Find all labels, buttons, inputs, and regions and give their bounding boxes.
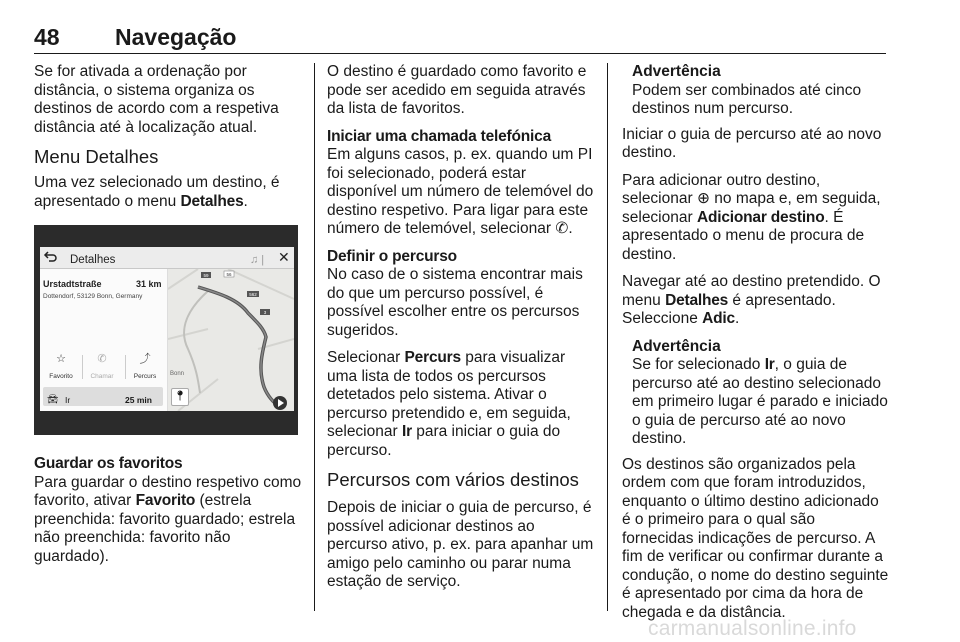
crosshair-icon: ⊕	[696, 190, 710, 207]
paragraph: No caso de o sistema encontrar mais do que um percurso possível, é possível escolher entre os percursos sugeridos.	[327, 266, 583, 339]
go-label: Ir	[65, 395, 71, 405]
paragraph: Iniciar o guia de percurso até ao novo destino.	[622, 125, 882, 161]
note-text: Se for selecionado Ir, o guia de percurso até ao destino selecionado em primeiro lugar é parado e iniciado o guia de percurso até ao novo destino.	[632, 356, 888, 447]
favorite-button[interactable]	[41, 353, 81, 387]
page-number: 48	[34, 24, 60, 50]
paragraph: Navegar até ao destino pretendido. O menu Detalhes é apresentado. Seleccione Adic.	[622, 273, 881, 327]
heading-guardar-favoritos: Guardar os favoritos	[34, 455, 183, 472]
heading-varios-destinos: Percursos com vários destinos	[327, 469, 579, 490]
paragraph: Os destinos são organizados pela ordem com que foram introduzidos, enquanto o último destino adicionado é o primeiro para o qual são fornecidas indicações de percurso. A fim de verificar ou confirmar durante a condução, o nome do destino seguinte é apresentado por cima da hora de chegada e da distância.	[622, 455, 889, 621]
note-text: Podem ser combinados até cinco destinos num percurso.	[632, 81, 862, 117]
road-badge: 3	[263, 310, 267, 315]
routes-label: Percurs	[133, 373, 157, 380]
note-box	[622, 338, 890, 449]
paragraph: Em alguns casos, p. ex. quando um PI foi selecionado, poderá estar disponível um número de telemóvel do destino respetivo. Para ligar para este número de telemóvel, selecionar ✆.	[327, 146, 594, 237]
note-title: Advertência	[632, 63, 721, 80]
destination-street: Urstadtstraße	[43, 279, 102, 289]
close-icon[interactable]: ✕	[278, 249, 290, 265]
watermark: carmanualsonline.info	[648, 617, 857, 640]
screen-title: Detalhes	[70, 254, 116, 266]
map-city-label: Bonn	[170, 371, 185, 377]
paragraph: O destino é guardado como favorito e pode ser acedido em seguida através da lista de favoritos.	[327, 63, 587, 117]
go-button[interactable]	[43, 387, 163, 406]
column-divider	[314, 63, 315, 611]
road-badge: 56	[226, 272, 232, 277]
details-screen-figure	[34, 225, 298, 435]
call-label: Chamar	[90, 373, 114, 380]
phone-icon: ✆	[97, 353, 107, 365]
paragraph: Depois de iniciar o guia de percurso, é possível adicionar destinos ao percurso ativo, p. ex. para apanhar um amigo pelo caminho ou parar numa estação de serviço.	[327, 499, 594, 590]
note-box	[622, 63, 890, 119]
paragraph: Para adicionar outro destino, selecionar ⊕ no mapa e, em seguida, selecionar Adicionar destino. É apresentado o menu de procura de destino.	[622, 171, 881, 263]
car-icon: 🚘︎	[47, 394, 59, 404]
back-icon[interactable]	[43, 250, 57, 264]
music-note-icon[interactable]: ♫ |	[250, 254, 265, 266]
header-divider	[34, 53, 886, 54]
section-title: Navegação	[115, 24, 237, 50]
paragraph: Se for ativada a ordenação por distância, o sistema organiza os destinos de acordo com a respetiva distância até à localização atual.	[34, 63, 279, 136]
paragraph: Uma vez selecionado um destino, é apresentado o menu Detalhes.	[34, 174, 280, 210]
infotainment-screen	[40, 247, 294, 411]
paragraph: Para guardar o destino respetivo como favorito, ativar Favorito (estrela preenchida: favorito guardado; estrela não preenchida: favorito não guardado).	[34, 473, 302, 565]
road-badge: 562	[249, 292, 257, 297]
favorite-label: Favorito	[49, 373, 73, 380]
details-panel	[40, 269, 168, 411]
destination-distance: 31 km	[136, 279, 162, 289]
road-badge: 59	[203, 273, 209, 278]
map-pin-icon[interactable]: 📍︎	[171, 388, 189, 406]
routes-button[interactable]	[125, 353, 165, 387]
column-3	[622, 63, 890, 631]
column-divider	[607, 63, 608, 611]
travel-time: 25 min	[125, 395, 152, 405]
column-1	[34, 63, 302, 575]
column-2	[327, 63, 595, 601]
paragraph: Selecionar Percurs para visualizar uma lista de todos os percursos detetados pelo sistema. Ativar o percurso pretendido e, em seguida, selecionar Ir para iniciar o guia do percurso.	[327, 349, 571, 459]
phone-icon: ✆	[555, 220, 569, 237]
route-icon: ⤴	[139, 353, 151, 365]
heading-definir-percurso: Definir o percurso	[327, 247, 457, 265]
note-title: Advertência	[632, 337, 721, 355]
heading-menu-detalhes: Menu Detalhes	[34, 146, 159, 167]
destination-address: Dottendorf, 53129 Bonn, Germany	[43, 293, 143, 300]
heading-chamada: Iniciar uma chamada telefónica	[327, 127, 552, 145]
call-button[interactable]	[82, 353, 122, 387]
star-icon: ☆	[56, 353, 66, 365]
screen-title-bar	[40, 247, 294, 269]
